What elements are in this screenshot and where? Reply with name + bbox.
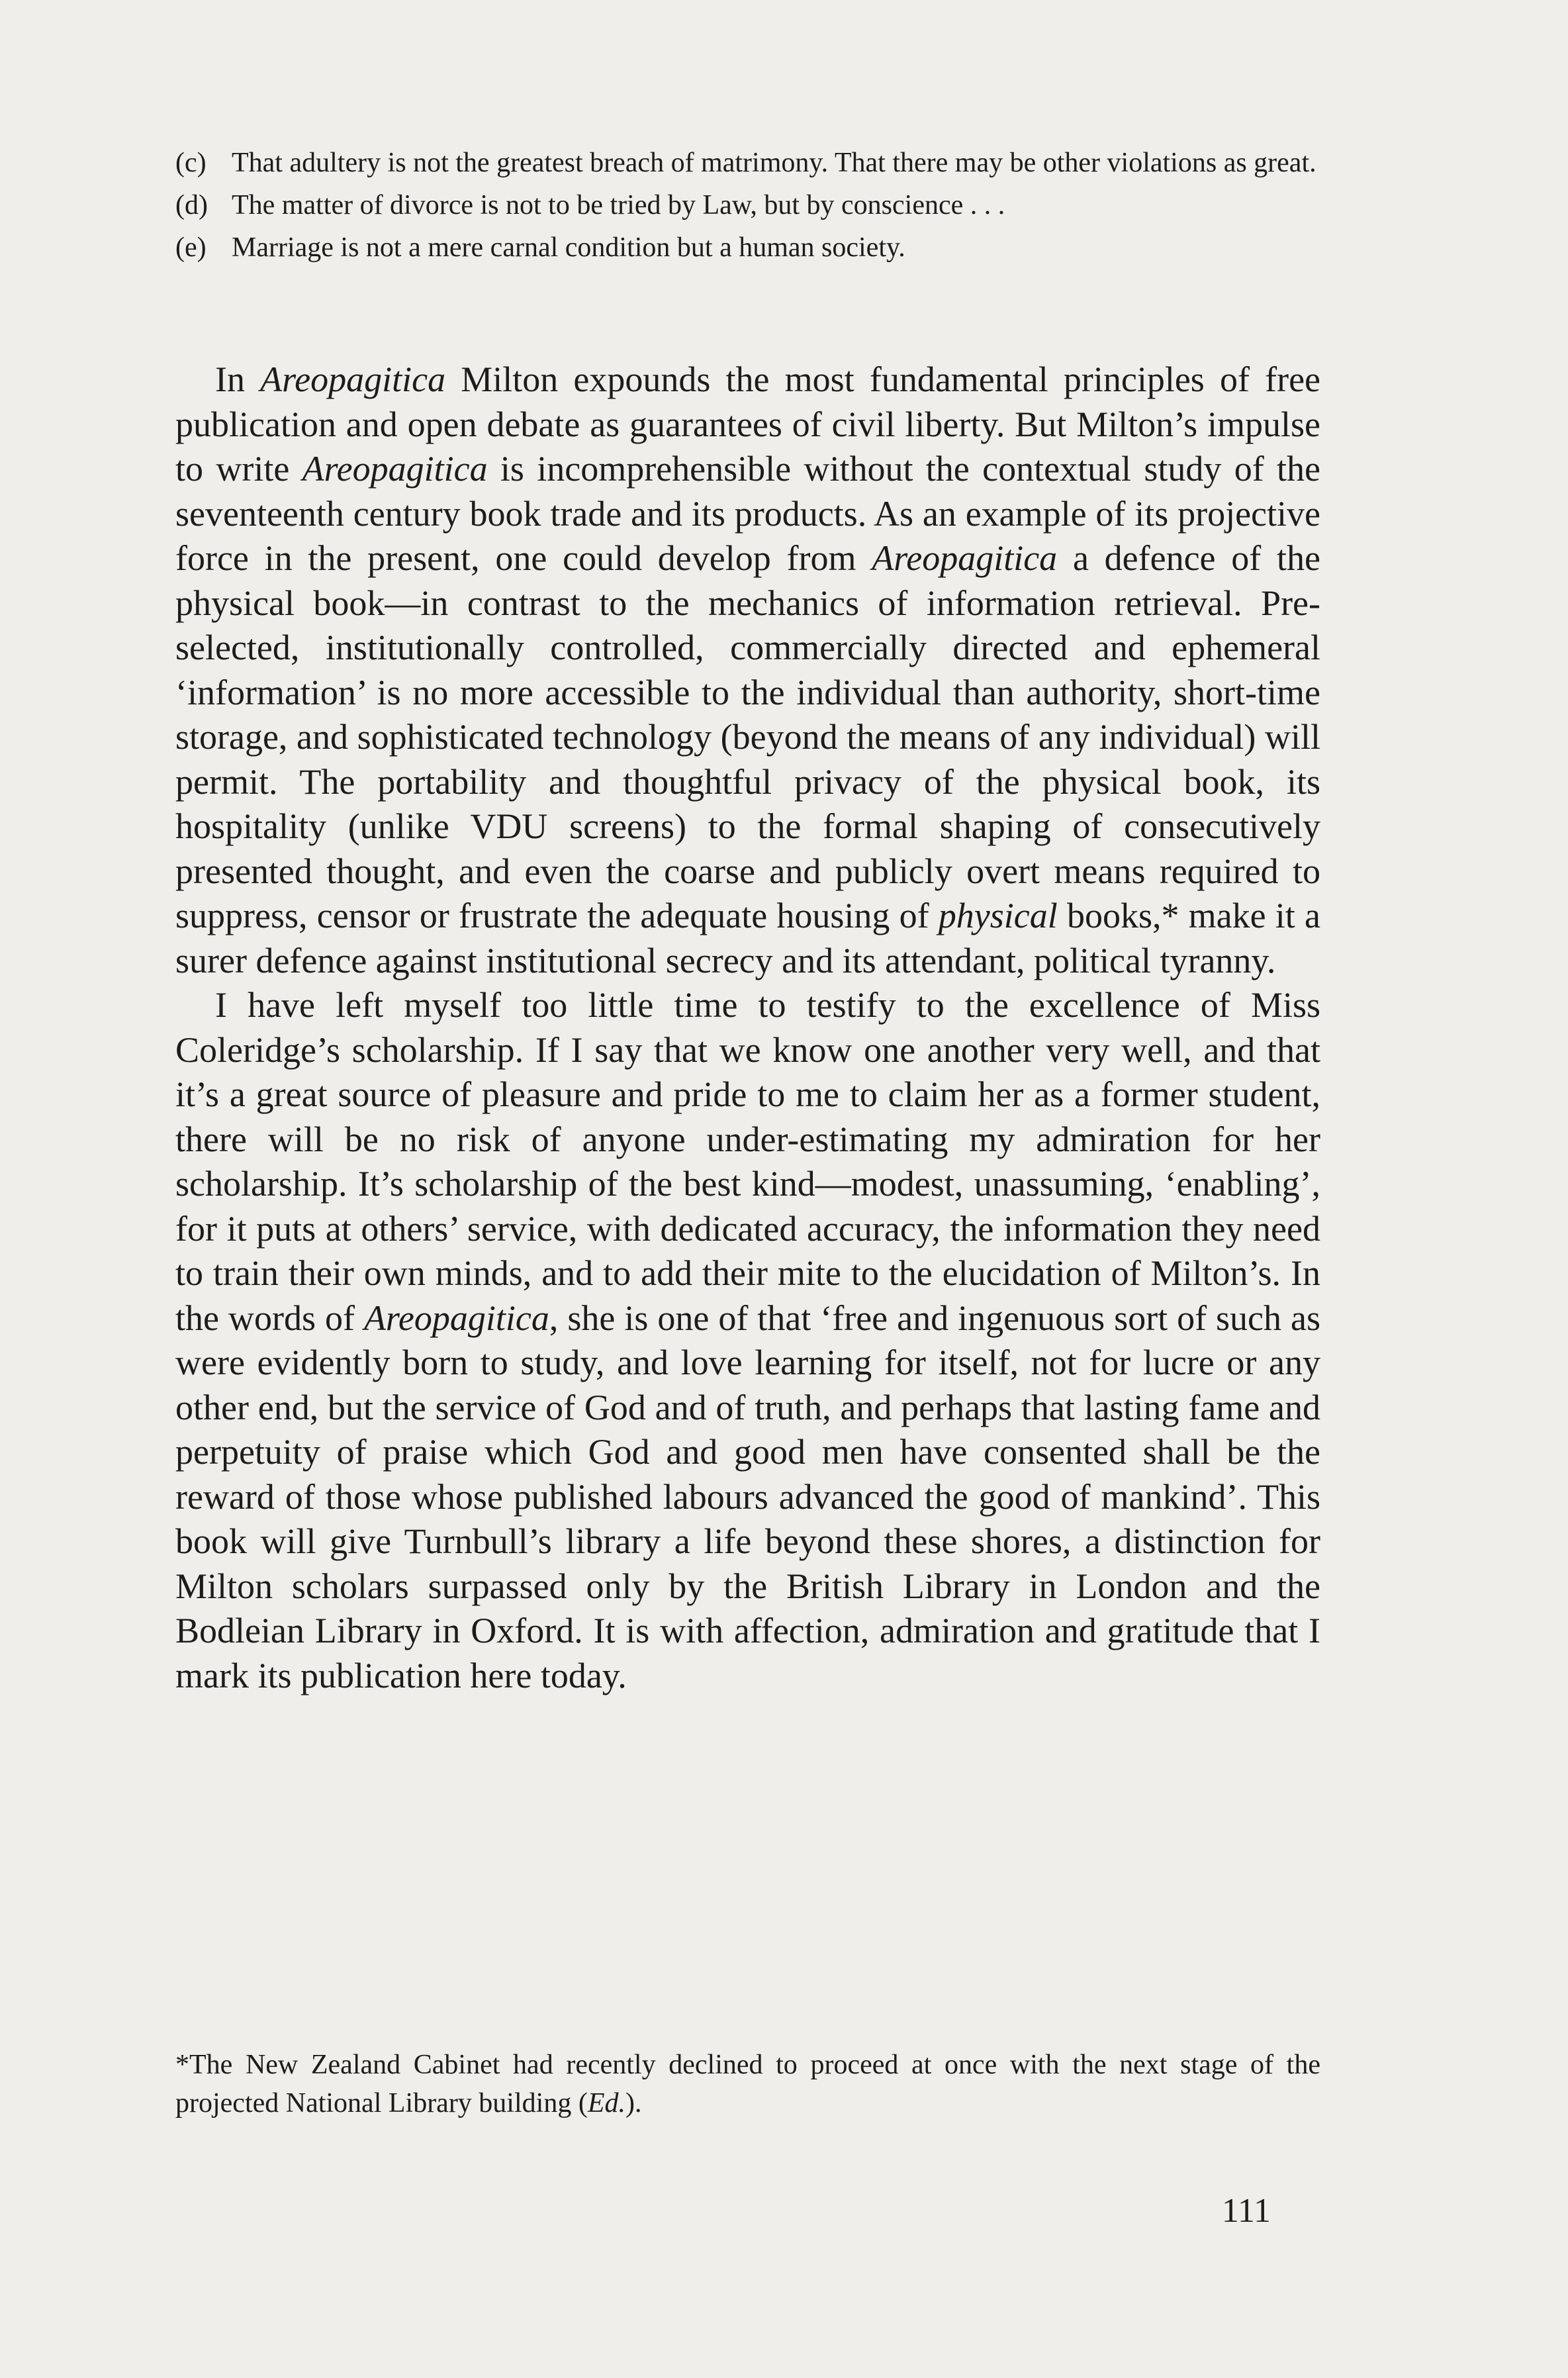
list-item bbox=[175, 144, 1320, 181]
list-item-text: That adultery is not the greatest breach of matrimony. That there may be other violations as great. bbox=[232, 148, 1316, 178]
text-run: books,* make it a surer defence against institutional secrecy and its attendant, political tyranny. bbox=[175, 896, 1320, 980]
italic-abbreviation: Ed. bbox=[587, 2088, 625, 2118]
text-run: I have left myself too little time to testify to the excellence of Miss Coleridge’s scholarship. If I say that we know one another very well, and that it’s a great source of pleasure and pride to me to claim her as a former student, there will be no risk of anyone under-estimating my admiration for her scholarship. It’s scholarship of the best kind—modest, unassuming, ‘enabling’, for it puts at others’ service, with dedicated accuracy, the information they need to train their own minds, and to add their mite to the elucidation of Milton’s. In the words of bbox=[175, 985, 1320, 1338]
body-text bbox=[175, 357, 1320, 1698]
list-marker: (c) bbox=[175, 148, 207, 178]
italic-title: Areopagitica bbox=[260, 359, 446, 399]
list-item-text: Marriage is not a mere carnal condition but a human society. bbox=[232, 232, 905, 263]
footnote bbox=[175, 2046, 1320, 2122]
text-run: Milton expounds the most fundamental principles of free publication and open debate as guarantees of civil liberty. But Milton’s impulse to write bbox=[175, 359, 1321, 489]
italic-title: Areopagitica bbox=[302, 449, 488, 489]
italic-title: Areopagitica bbox=[363, 1298, 549, 1338]
list-marker: (e) bbox=[175, 232, 207, 263]
list-item-text: The matter of divorce is not to be tried by Law, but by conscience . . . bbox=[232, 190, 1005, 220]
list-item bbox=[175, 229, 1320, 266]
text-run: In bbox=[215, 359, 261, 399]
text-run: a defence of the physical book—in contrast to the mechanics of information retrieval. Pre-selected, institutionally controlled, commercially directed and ephemeral ‘information’ is no more accessible to the individual than authority, short-time storage, and sophisticated technology (beyond the means of any individual) will permit. The portability and thoughtful privacy of the physical book, its hospitality (unlike VDU screens) to the formal shaping of consecutively presented thought, and even the coarse and publicly overt means required to suppress, censor or frustrate the adequate housing of bbox=[175, 538, 1320, 935]
page-number: 111 bbox=[1221, 2192, 1271, 2230]
text-run: ). bbox=[625, 2088, 642, 2118]
text-run: , she is one of that ‘free and ingenuous sort of such as were evidently born to study, and love learning for itself, not for lucre or any other end, but the service of God and of truth, and perhaps that lasting fame and perpetuity of praise which God and good men have consented shall be the reward of those whose published labours advanced the good of mankind’. This book will give Turnbull’s library a life beyond these shores, a distinction for Milton scholars surpassed only by the British Library in London and the Bodleian Library in Oxford. It is with affection, admiration and gratitude that I mark its publication here today. bbox=[175, 1298, 1320, 1695]
italic-emphasis: physical bbox=[938, 896, 1058, 935]
italic-title: Areopagitica bbox=[872, 538, 1058, 578]
list-marker: (d) bbox=[175, 190, 208, 220]
paragraph-areopagitica bbox=[175, 357, 1320, 983]
enumerated-list bbox=[175, 144, 1320, 271]
paragraph-coleridge bbox=[175, 983, 1320, 1698]
text-run: *The New Zealand Cabinet had recently declined to proceed at once with the next stage of the projected National Library building ( bbox=[175, 2050, 1320, 2118]
text-run: is incomprehensible without the contextual study of the seventeenth century book trade and its products. As an example of its projective force in the present, one could develop from bbox=[175, 449, 1320, 578]
list-item bbox=[175, 187, 1320, 224]
